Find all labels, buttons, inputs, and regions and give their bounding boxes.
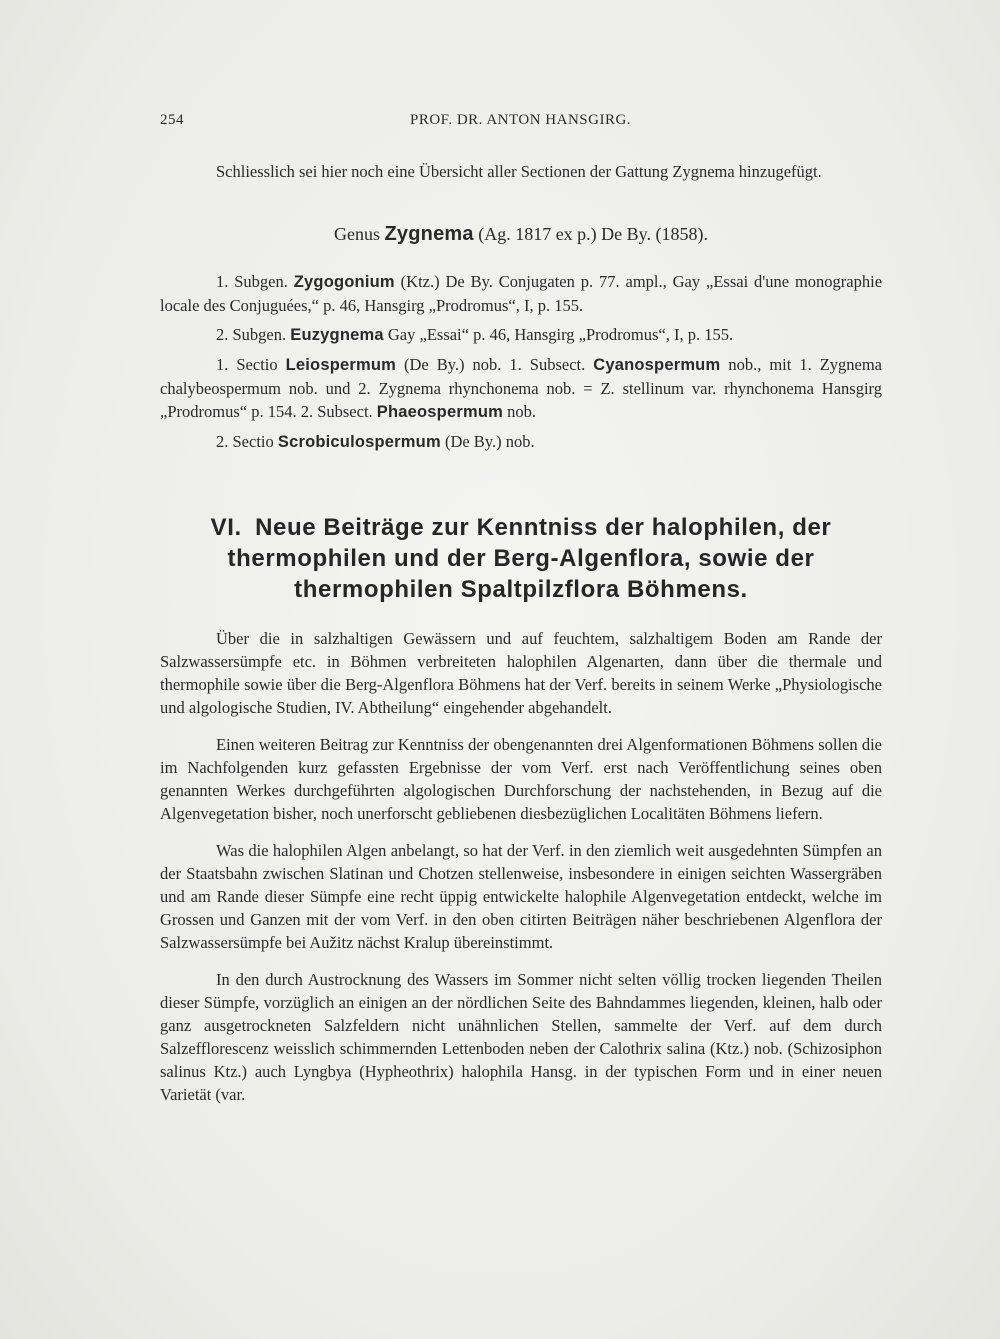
sectio-leiospermum <box>160 353 882 424</box>
subgen-text: (Ktz.) De By. Conjugaten p. 77. ampl., Gay „Essai d'une monographie locale des Conjuguées,“ p. 46, Hansgirg „Prodromus“, I, p. 155. <box>160 272 883 315</box>
subsect-phaeospermum: Phaeospermum <box>376 403 503 421</box>
sectio-name: Scrobiculospermum <box>277 433 441 451</box>
sectio-name: Leiospermum <box>285 356 397 374</box>
sectio-text: (De By.) nob. <box>444 432 535 451</box>
genus-name: Zygnema <box>384 223 474 245</box>
subgen-euzygnema <box>160 323 882 347</box>
body-paragraph-4: In den durch Austrocknung des Wassers im Sommer nicht selten völlig trocken liegenden Theilen dieser Sümpfe, vorzüglich an einigen an der nördlichen Seite des Bahndammes liegenden, kleinen, halb oder ganz ausgetrockneten Salzfeldern nicht unähnlichen Stellen, sammelte der Verf. auf dem durch Salzefflorescenz weisslich schimmernden Lettenboden neben der Calothrix salina (Ktz.) nob. (Schizosiphon salinus Ktz.) auch Lyngbya (Hypheothrix) halophila Hansg. in der typischen Form und in einer neuen Varietät (var. <box>160 970 882 1104</box>
subsect-cyanospermum: Cyanospermum <box>593 356 721 374</box>
subgen-text: Gay „Essai“ p. 46, Hansgirg „Prodromus“, I, p. 155. <box>387 325 734 344</box>
body-paragraph-3: Was die halophilen Algen anbelangt, so hat der Verf. in den ziemlich weit ausgedehnten Sümpfen an der Staatsbahn zwischen Slatinan und Chotzen stellenweise, insbesondere in einigen seichten Wassergräben und am Rande dieser Sümpfe eine recht üppig entwickelte halophile Algenvegetation entdeckt, welche im Grossen und Ganzen mit der vom Verf. in den oben citirten Beiträgen näher beschriebenen Algenflora der Salzwassersümpfe bei Aužitz nächst Kralup übereinstimmt. <box>160 841 882 952</box>
sectio-text-c: nob. <box>507 402 536 421</box>
subgen-name: Euzygnema <box>290 326 384 344</box>
running-head: PROF. DR. ANTON HANSGIRG. <box>410 112 632 128</box>
subgen-zygogonium <box>160 270 882 317</box>
intro-paragraph: Schliesslich sei hier noch eine Übersicht aller Sectionen der Gattung Zygnema hinzugefügt. <box>216 162 822 181</box>
subgen-prefix: 2. Subgen. <box>216 325 287 344</box>
subgen-name: Zygogonium <box>293 273 395 291</box>
body-paragraph-1: Über die in salzhaltigen Gewässern und auf feuchtem, salzhaltigem Boden am Rande der Salzwassersümpfe etc. in Böhmen verbreiteten halophilen Algenarten, dann über die thermale und thermophile sowie über die Berg-Algenflora Böhmens hat der Verf. bereits in seinem Werke „Physiologische und algologische Studien, IV. Abtheilung“ eingehender abgehandelt. <box>160 629 882 717</box>
genus-authority: (Ag. 1817 ex p.) De By. (1858). <box>478 224 708 244</box>
genus-heading <box>160 223 882 246</box>
body-paragraph-2: Einen weiteren Beitrag zur Kenntniss der obengenannten drei Algenformationen Böhmens sollen die im Nachfolgenden kurz gefassten Ergebnisse der vom Verf. erst nach Veröffentlichung seines oben genannten Werkes durchgeführten algologischen Durchforschung der nachstehenden, in Bezug auf die Algenvegetation bisher, noch unerforscht gebliebenen diesbezüglichen Localitäten Böhmens liefern. <box>160 735 882 823</box>
subgen-prefix: 1. Subgen. <box>216 272 288 291</box>
sectio-prefix: 2. Sectio <box>216 432 274 451</box>
page-header <box>160 112 880 136</box>
chapter-title: Neue Beiträge zur Kenntniss der halophilen, der thermophilen und der Berg-Algenflora, sowie der thermophilen Spaltpilzflora Böhmens. <box>227 514 832 603</box>
page-number: 254 <box>160 112 184 128</box>
genus-prefix: Genus <box>334 224 380 244</box>
chapter-heading <box>160 512 882 605</box>
sectio-scrobiculospermum <box>160 430 882 454</box>
page-body <box>160 160 882 1106</box>
chapter-numeral: VI. <box>210 514 242 541</box>
sectio-text-b: nob., mit 1. Zygnema chalybeospermum nob. und 2. Zygnema rhynchonema nob. = Z. stellinum var. rhynchonema Hansgirg „Prodromus“ p. 154. 2. Subsect. <box>160 355 883 421</box>
sectio-text-a: (De By.) nob. 1. Subsect. <box>404 355 586 374</box>
sectio-prefix: 1. Sectio <box>216 355 278 374</box>
